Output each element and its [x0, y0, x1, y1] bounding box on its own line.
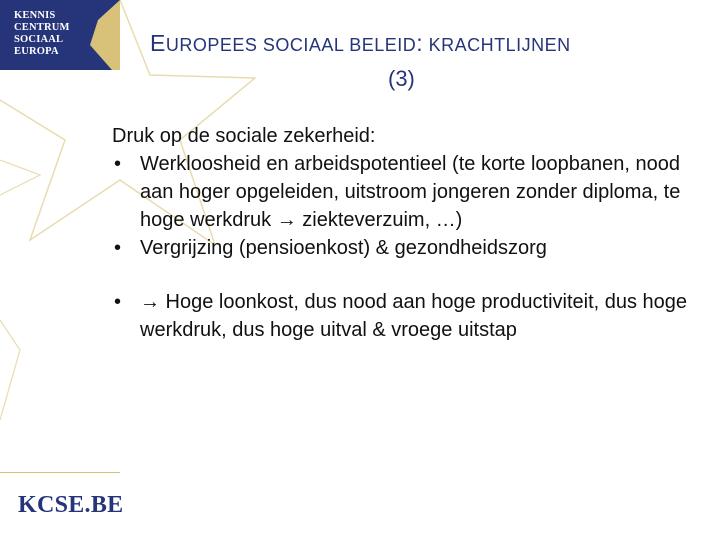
bullet-dot: • — [114, 153, 122, 175]
bullet-list — [112, 150, 692, 344]
content-heading: Druk op de sociale zekerheid: — [112, 125, 376, 147]
logo-line: EUROPA — [14, 46, 59, 57]
bullet-text: Werkloosheid en arbeidspotentieel (te korte loopbanen, nood aan hoger opgeleiden, uitstroom jongeren zonder diploma, te hoge werkdruk — [140, 153, 681, 231]
bullet-item-loonkost — [112, 288, 692, 344]
logo-line: SOCIAAL — [14, 34, 64, 45]
logo-line: KENNIS — [14, 10, 56, 21]
title-first-letter: E — [150, 30, 166, 56]
arrow-icon: → — [276, 209, 297, 231]
slide-title — [150, 30, 670, 57]
bullet-text: Hoge loonkost, dus nood aan hoge productiviteit, dus hoge werkdruk, dus hoge uitval & vroege uitstap — [140, 291, 688, 341]
kennis-centrum-logo — [0, 0, 120, 70]
title-part1: UROPEES SOCIAAL BELEID — [165, 35, 417, 55]
title-part2: KRACHTLIJNEN — [423, 35, 571, 55]
logo-text — [14, 10, 70, 58]
logo-line: CENTRUM — [14, 22, 70, 33]
bullet-text: Vergrijzing (pensioenkost) & gezondheidszorg — [140, 237, 547, 259]
slide-title-number: (3) — [388, 66, 415, 91]
bullet-item-werkloosheid — [112, 150, 692, 234]
arrow-icon: → — [140, 291, 160, 313]
title-colon: : — [416, 30, 424, 56]
footer-divider — [0, 472, 120, 473]
bullet-dot: • — [114, 291, 122, 313]
bullet-text: ziekteverzuim, …) — [296, 209, 463, 231]
bullet-spacer — [112, 262, 692, 288]
bullet-dot: • — [114, 237, 122, 259]
slide-content — [112, 122, 692, 344]
footer-site-logo: KCSE.BE — [18, 492, 124, 518]
bullet-item-vergrijzing — [112, 234, 692, 262]
